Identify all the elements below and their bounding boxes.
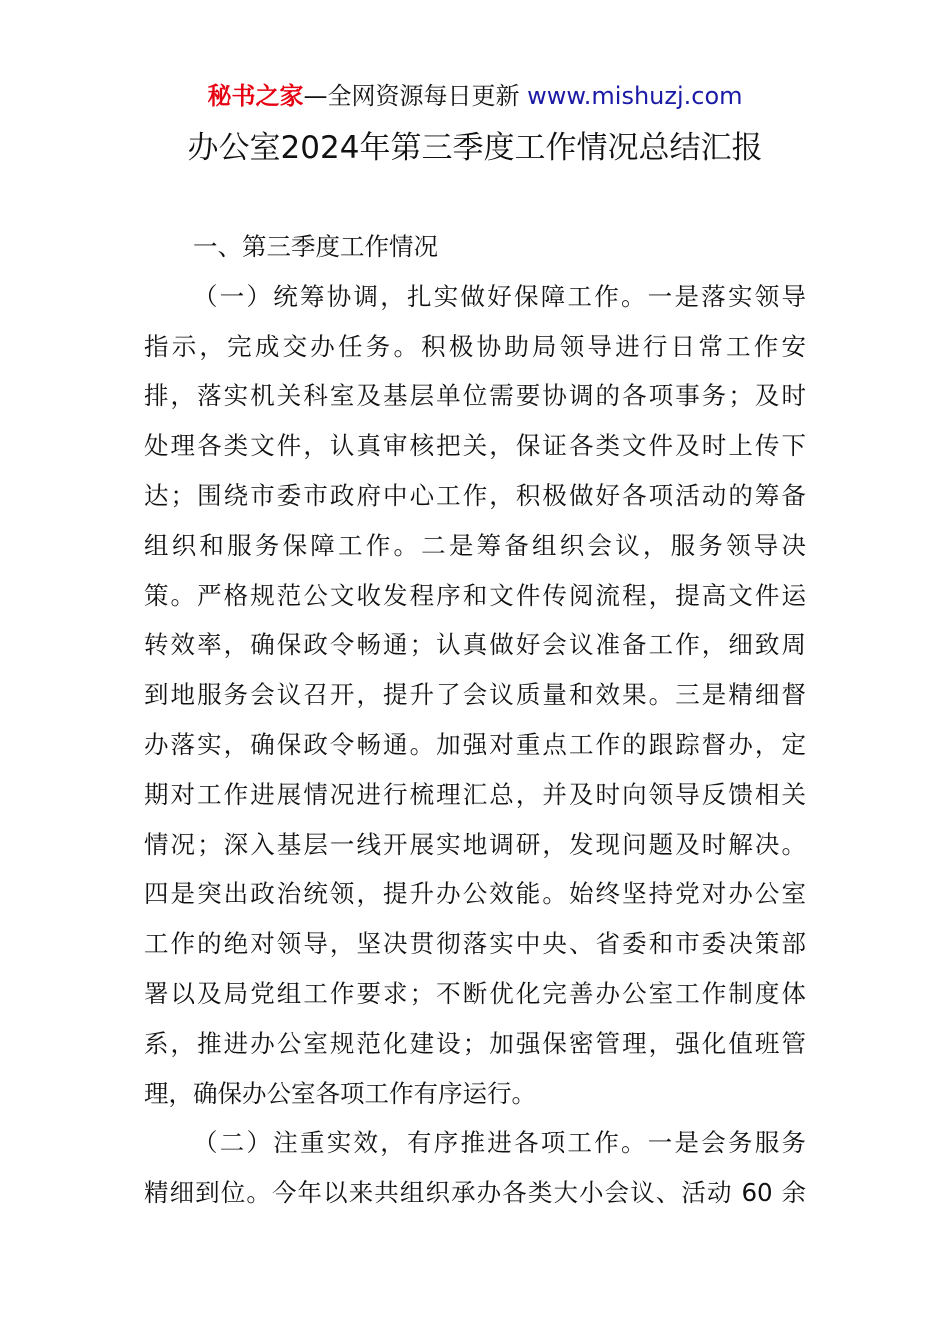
brand-name: 秘书之家	[207, 82, 304, 110]
site-url-link[interactable]: www.mishuzj.com	[527, 82, 743, 110]
banner-tagline: —全网资源每日更新	[303, 82, 528, 110]
paragraph-line: 精细到位。今年以来共组织承办各类大小会议、活动 60 余	[144, 1178, 806, 1208]
paragraph-line: 情况；深入基层一线开展实地调研，发现问题及时解决。	[144, 829, 806, 859]
document-body	[144, 222, 806, 1218]
paragraph-line: 组织和服务保障工作。二是筹备组织会议，服务领导决	[144, 530, 806, 560]
document-title: 办公室2024年第三季度工作情况总结汇报	[187, 130, 763, 166]
paragraph-line: 办落实，确保政令畅通。加强对重点工作的跟踪督办，定	[144, 729, 806, 759]
paragraph-line: （一）统筹协调，扎实做好保障工作。一是落实领导	[193, 281, 806, 311]
paragraph-line: 指示，完成交办任务。积极协助局领导进行日常工作安	[144, 331, 806, 361]
paragraph-line: 系，推进办公室规范化建设；加强保密管理，强化值班管	[144, 1028, 806, 1058]
paragraph-line: 工作的绝对领导，坚决贯彻落实中央、省委和市委决策部	[144, 929, 806, 959]
paragraph-line: 署以及局党组工作要求；不断优化完善办公室工作制度体	[144, 978, 806, 1008]
paragraph-line: （二）注重实效，有序推进各项工作。一是会务服务	[193, 1128, 806, 1158]
paragraph-line: 理，确保办公室各项工作有序运行。	[144, 1078, 536, 1108]
paragraph-line: 转效率，确保政令畅通；认真做好会议准备工作，细致周	[144, 630, 806, 660]
paragraph-line: 排，落实机关科室及基层单位需要协调的各项事务；及时	[144, 381, 806, 411]
paragraph-line: 到地服务会议召开，提升了会议质量和效果。三是精细督	[144, 680, 806, 710]
site-banner	[0, 80, 950, 112]
paragraph-line: 策。严格规范公文收发程序和文件传阅流程，提高文件运	[144, 580, 806, 610]
paragraph-line: 处理各类文件，认真审核把关，保证各类文件及时上传下	[144, 431, 806, 461]
section-heading: 一、第三季度工作情况	[193, 232, 438, 261]
paragraph-line: 期对工作进展情况进行梳理汇总，并及时向领导反馈相关	[144, 779, 806, 809]
paragraph-line: 达；围绕市委市政府中心工作，积极做好各项活动的筹备	[144, 480, 806, 510]
paragraph-line: 四是突出政治统领，提升办公效能。始终坚持党对办公室	[144, 879, 806, 909]
